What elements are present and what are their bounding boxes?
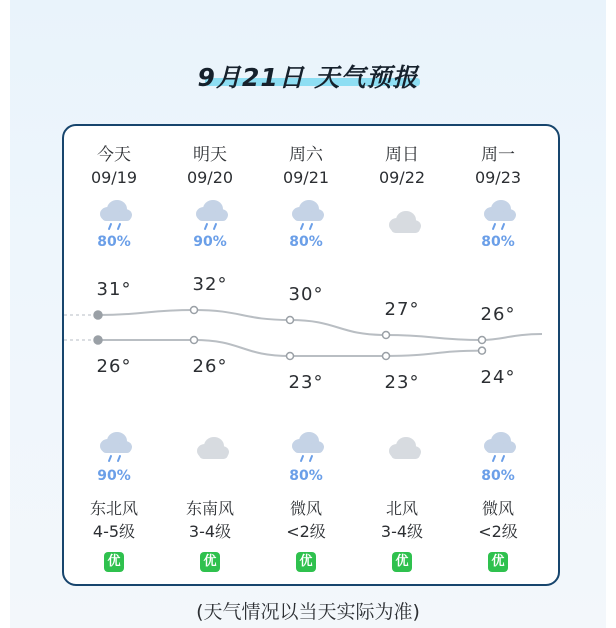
rain-cloud-icon bbox=[480, 198, 518, 234]
day-date: 09/20 bbox=[186, 168, 234, 187]
forecast-day-0 bbox=[66, 126, 162, 586]
forecast-day-1 bbox=[162, 126, 258, 586]
rain-cloud-icon bbox=[480, 430, 518, 466]
rain-cloud-icon bbox=[288, 430, 326, 466]
rain-cloud-icon bbox=[96, 198, 134, 234]
day-precip-chance: 80% bbox=[481, 234, 515, 250]
cloud-icon bbox=[384, 430, 422, 466]
wind-direction: 东南风 bbox=[185, 499, 234, 518]
wind-level: <2级 bbox=[286, 522, 326, 541]
wind-direction: 北风 bbox=[385, 499, 418, 518]
day-name: 今天 bbox=[97, 145, 131, 165]
forecast-day-4 bbox=[450, 126, 546, 586]
day-date: 09/19 bbox=[90, 168, 138, 187]
low-temp-label: 23° bbox=[384, 372, 420, 393]
high-temp-label: 32° bbox=[192, 274, 228, 295]
day-precip-chance: 80% bbox=[289, 234, 323, 250]
air-quality-badge: 优 bbox=[200, 552, 220, 572]
low-temp-label: 26° bbox=[96, 356, 132, 377]
cloud-icon bbox=[384, 204, 422, 240]
air-quality-badge: 优 bbox=[296, 552, 316, 572]
page-title-text: 9月21日 天气预报 bbox=[197, 63, 419, 92]
low-temp-label: 24° bbox=[480, 366, 516, 388]
air-quality-badge: 优 bbox=[392, 552, 412, 572]
forecast-day-2 bbox=[258, 126, 354, 586]
page-title bbox=[0, 58, 616, 94]
day-name: 明天 bbox=[193, 145, 227, 165]
wind-level: 3-4级 bbox=[380, 522, 424, 541]
day-date: 09/21 bbox=[282, 168, 330, 187]
low-temp-label: 23° bbox=[288, 372, 324, 393]
high-temp-label: 27° bbox=[384, 299, 420, 320]
low-temp-label: 26° bbox=[192, 356, 228, 377]
day-name: 周六 bbox=[289, 145, 323, 165]
day-name: 周一 bbox=[481, 145, 515, 165]
wind-level: 4-5级 bbox=[92, 522, 136, 541]
forecast-card bbox=[62, 124, 560, 586]
day-date: 09/23 bbox=[474, 168, 522, 187]
high-temp-label: 31° bbox=[96, 279, 132, 300]
night-precip-chance: 90% bbox=[97, 468, 131, 484]
footer-note: (天气情况以当天实际为准) bbox=[196, 601, 420, 623]
forecast-day-3 bbox=[354, 126, 450, 586]
day-name: 周日 bbox=[385, 145, 419, 165]
air-quality-badge: 优 bbox=[488, 552, 508, 572]
day-precip-chance: 90% bbox=[193, 234, 227, 250]
day-date: 09/22 bbox=[378, 168, 426, 187]
rain-cloud-icon bbox=[192, 198, 230, 234]
night-precip-chance: 80% bbox=[481, 468, 515, 484]
rain-cloud-icon bbox=[288, 198, 326, 234]
cloud-icon bbox=[192, 430, 230, 466]
day-precip-chance: 80% bbox=[97, 234, 131, 250]
wind-level: <2级 bbox=[478, 522, 518, 541]
high-temp-label: 30° bbox=[288, 284, 324, 305]
wind-level: 3-4级 bbox=[188, 522, 232, 541]
wind-direction: 微风 bbox=[289, 499, 322, 518]
rain-cloud-icon bbox=[96, 430, 134, 466]
night-precip-chance: 80% bbox=[289, 468, 323, 484]
wind-direction: 东北风 bbox=[89, 499, 138, 518]
air-quality-badge: 优 bbox=[104, 552, 124, 572]
wind-direction: 微风 bbox=[481, 499, 514, 518]
high-temp-label: 26° bbox=[480, 304, 516, 325]
